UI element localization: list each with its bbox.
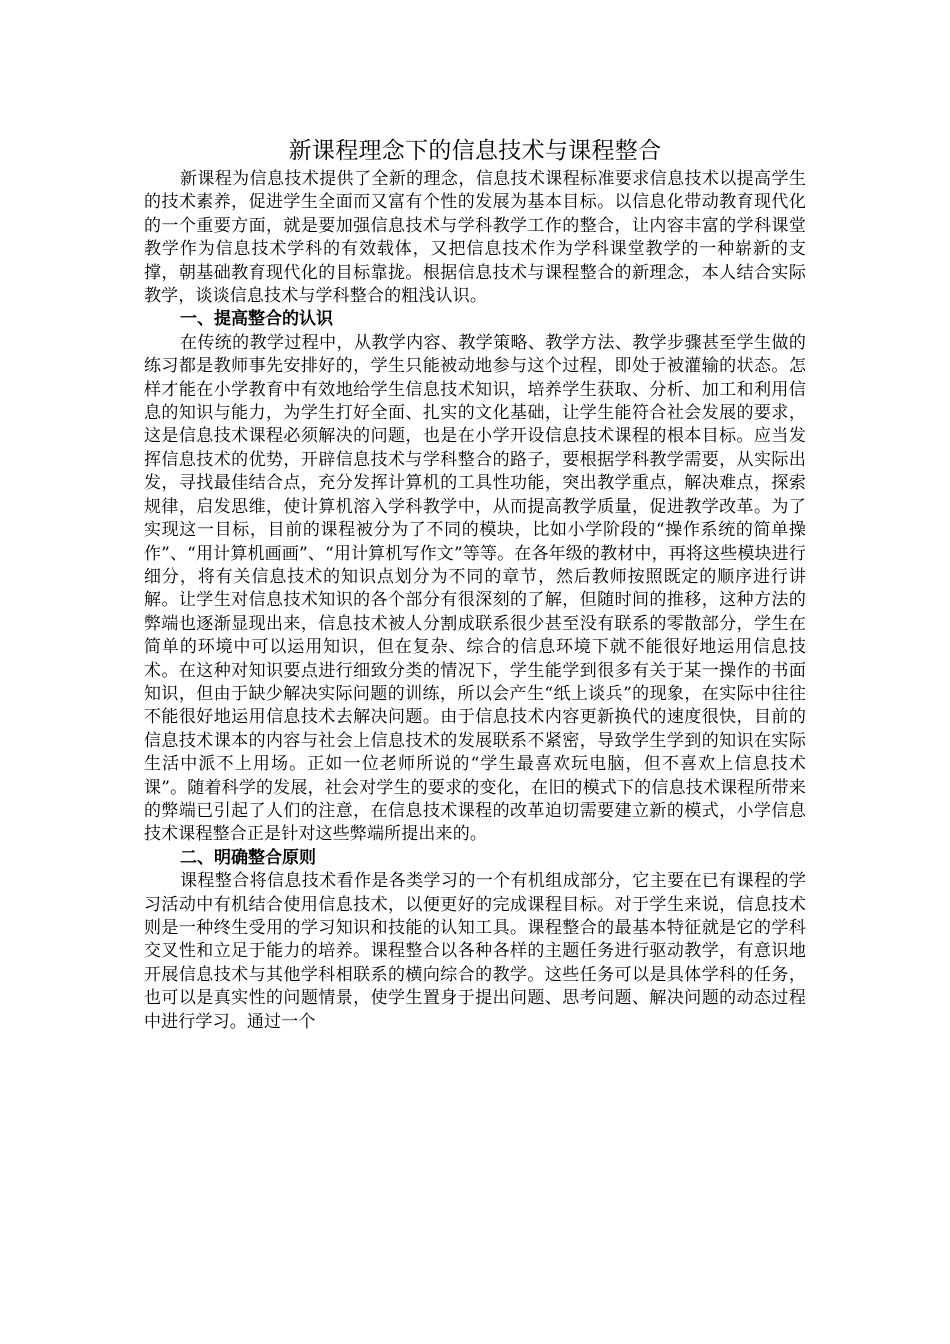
document-title: 新课程理念下的信息技术与课程整合	[288, 138, 662, 164]
section-heading: 一、提高整合的认识	[180, 309, 333, 330]
section-heading: 二、明确整合原则	[180, 847, 316, 868]
section-2	[144, 847, 806, 1034]
section-1	[144, 308, 806, 846]
section-body: 在传统的教学过程中，从教学内容、教学策略、教学方法、教学步骤甚至学生做的练习都是教师事先安排好的，学生只能被动地参与这个过程，即处于被灌输的状态。怎样才能在小学教育中有效地给学生信息技术知识，培养学生获取、分析、加工和利用信息的知识与能力，为学生打好全面、扎实的文化基础，让学生能符合社会发展的要求，这是信息技术课程必须解决的问题，也是在小学开设信息技术课程的根本目标。应当发挥信息技术的优势，开辟信息技术与学科整合的路子，要根据学科教学需要，从实际出发，寻找最佳结合点，充分发挥计算机的工具性功能，突出教学重点，解决难点，探索规律，启发思维，使计算机溶入学科教学中，从而提高教学质量，促进教学改革。为了实现这一目标，目前的课程被分为了不同的模块，比如小学阶段的“操作系统的简单操作”、“用计算机画画”、“用计算机写作文”等等。在各年级的教材中，再将这些模块进行细分，将有关信息技术的知识点划分为不同的章节，然后教师按照既定的顺序进行讲解。让学生对信息技术知识的各个部分有很深刻的了解，但随时间的推移，这种方法的弊端也逐渐显现出来，信息技术被人分割成联系很少甚至没有联系的零散部分，学生在简单的环境中可以运用知识，但在复杂、综合的信息环境下就不能很好地运用信息技术。在这种对知识要点进行细致分类的情况下，学生能学到很多有关于某一操作的书面知识，但由于缺少解决实际问题的训练，所以会产生“纸上谈兵”的现象，在实际中往往不能很好地运用信息技术去解决问题。由于信息技术内容更新换代的速度很快，目前的信息技术课本的内容与社会上信息技术的发展联系不紧密，导致学生学到的知识在实际生活中派不上用场。正如一位老师所说的“学生最喜欢玩电脑，但不喜欢上信息技术课”。随着科学的发展，社会对学生的要求的变化，在旧的模式下的信息技术课程所带来的弊端已引起了人们的注意，在信息技术课程的改革迫切需要建立新的模式，小学信息技术课程整合正是针对这些弊端所提出来的。	[144, 332, 806, 845]
intro-paragraph: 新课程为信息技术提供了全新的理念，信息技术课程标准要求信息技术以提高学生的技术素养，促进学生全面而又富有个性的发展为基本目标。以信息化带动教育现代化的一个重要方面，就是要加强信息技术与学科教学工作的整合，让内容丰富的学科课堂教学作为信息技术学科的有效载体，又把信息技术作为学科课堂教学的一种崭新的支撑，朝基础教育现代化的目标靠拢。根据信息技术与课程整合的新理念，本人结合实际教学，谈谈信息技术与学科整合的粗浅认识。	[144, 169, 806, 307]
document-page	[144, 136, 806, 1034]
section-body: 课程整合将信息技术看作是各类学习的一个有机组成部分，它主要在已有课程的学习活动中有机结合使用信息技术，以便更好的完成课程目标。对于学生来说，信息技术则是一种终生受用的学习知识和技能的认知工具。课程整合的最基本特征就是它的学科交叉性和立足于能力的培养。课程整合以各种各样的主题任务进行驱动教学，有意识地开展信息技术与其他学科相联系的横向综合的教学。这些任务可以是具体学科的任务，也可以是真实性的问题情景，使学生置身于提出问题、思考问题、解决问题的动态过程中进行学习。通过一个	[144, 871, 806, 1032]
